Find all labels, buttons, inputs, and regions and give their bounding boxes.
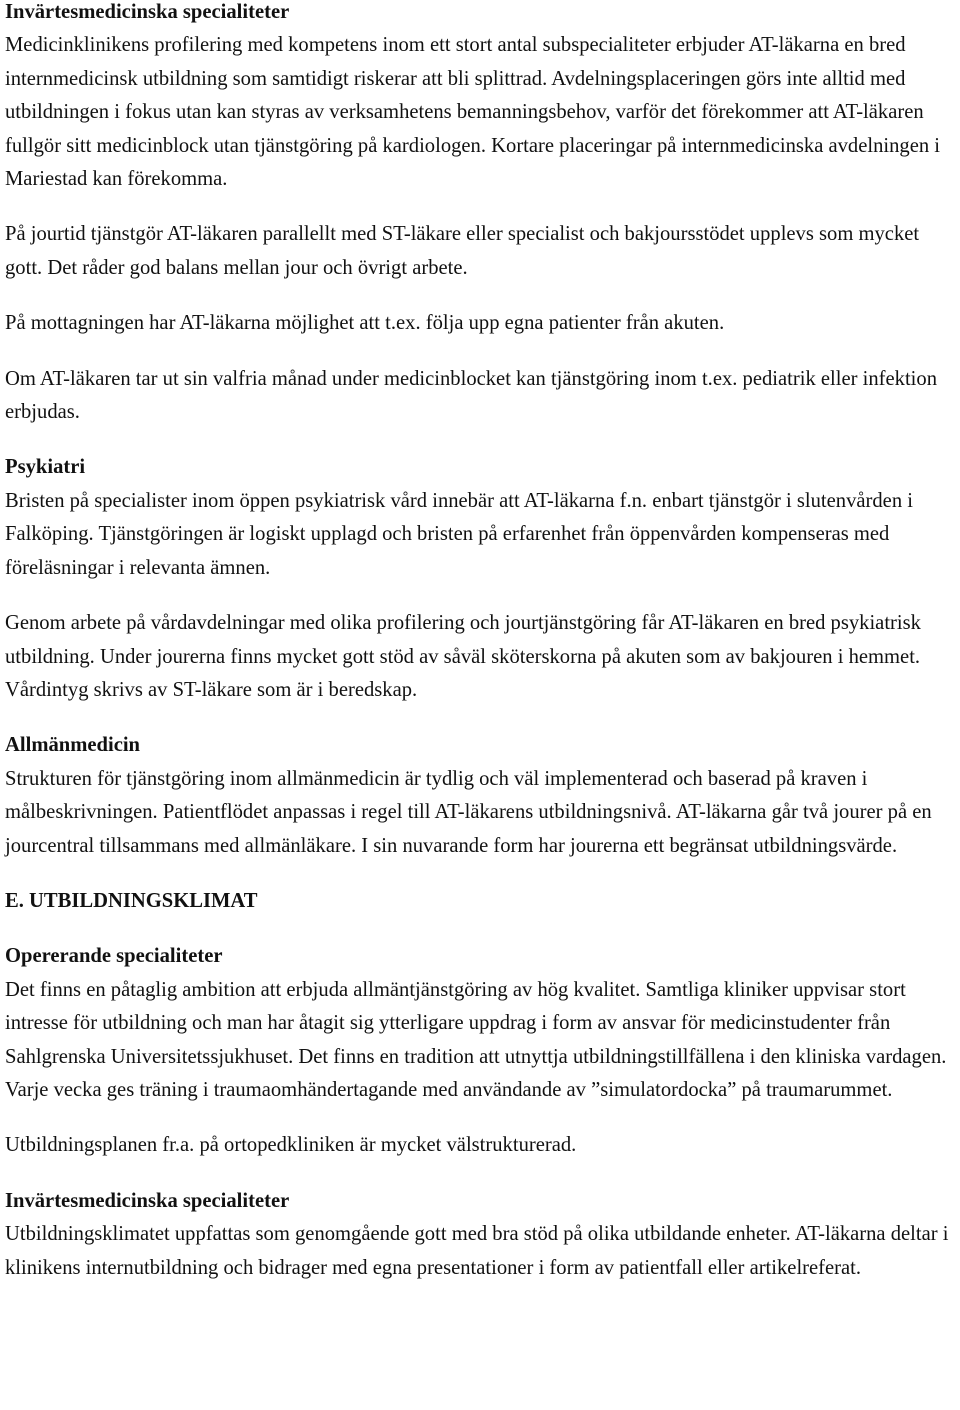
paragraph: Strukturen för tjänstgöring inom allmänmedicin är tydlig och väl implementerad och baserad på kraven i målbeskrivningen. Patientflödet anpassas i regel till AT-läkarens utbildningsnivå. AT-läkarna går två jourer på en jourcentral tillsammans med allmänläkare. I sin nuvarande form har jourerna ett begränsat utbildningsvärde. xyxy=(5,767,932,857)
section-heading-general-medicine: Allmänmedicin xyxy=(5,734,141,757)
paragraph: På jourtid tjänstgör AT-läkaren parallellt med ST-läkare eller specialist och bakjoursstödet upplevs som mycket gott. Det råder god balans mellan jour och övrigt arbete. xyxy=(5,223,920,279)
paragraph: Om AT-läkaren tar ut sin valfria månad under medicinblocket kan tjänstgöring inom t.ex. pediatrik eller infektion erbjudas. xyxy=(5,367,937,424)
section-heading-education-climate: E. UTBILDNINGSKLIMAT xyxy=(5,889,258,912)
paragraph: Det finns en påtaglig ambition att erbjuda allmäntjänstgöring av hög kvalitet. Samtliga kliniker uppvisar stort intresse för utbildning och man har åtagit sig ytterligare uppdrag i form av ansvar för medicinstudenter från Sahlgrenska Universitetssjukhuset. Det finns en tradition att utnyttja utbildningstillfällena i den kliniska vardagen. Varje vecka ges träning i traumaomhändertagande med användande av ”simulatordocka” på traumarummet. xyxy=(5,978,947,1101)
paragraph: Utbildningsplanen fr.a. på ortopedkliniken är mycket välstrukturerad. xyxy=(5,1134,577,1157)
document-page xyxy=(5,0,957,1285)
section-heading-surgical-specialties: Opererande specialiteter xyxy=(5,945,223,968)
section-heading-internal-medicine: Invärtesmedicinska specialiteter xyxy=(5,1,290,23)
section-heading-psychiatry: Psykiatri xyxy=(5,456,86,479)
paragraph: Bristen på specialister inom öppen psykiatrisk vård innebär att AT-läkarna f.n. enbart tjänstgör i slutenvården i Falköping. Tjänstgöringen är logiskt upplagd och bristen på erfarenhet från öppenvården kompenseras med föreläsningar i relevanta ämnen. xyxy=(5,489,913,579)
paragraph: Medicinklinikens profilering med kompetens inom ett stort antal subspecialiteter erbjuder AT-läkarna en bred internmedicinsk utbildning som samtidigt riskerar att bli splittrad. Avdelningsplaceringen görs inte alltid med utbildningen i fokus utan kan styras av verksamhetens bemanningsbehov, varför det förekommer att AT-läkaren fullgör sitt medicinblock utan tjänstgöring på kardiologen. Kortare placeringar på internmedicinska avdelningen i Mariestad kan förekomma. xyxy=(5,34,941,191)
paragraph: På mottagningen har AT-läkarna möjlighet att t.ex. följa upp egna patienter från akuten. xyxy=(5,312,725,335)
section-heading-internal-medicine-2: Invärtesmedicinska specialiteter xyxy=(5,1189,290,1212)
paragraph: Utbildningsklimatet uppfattas som genomgående gott med bra stöd på olika utbildande enheter. AT-läkarna deltar i klinikens internutbildning och bidrager med egna presentationer i form av patientfall eller artikelreferat. xyxy=(5,1223,949,1279)
paragraph: Genom arbete på vårdavdelningar med olika profilering och jourtjänstgöring får AT-läkaren en bred psykiatrisk utbildning. Under jourerna finns mycket gott stöd av såväl sköterskorna på akuten som av bakjouren i hemmet. Vårdintyg skrivs av ST-läkare som är i beredskap. xyxy=(5,612,921,701)
